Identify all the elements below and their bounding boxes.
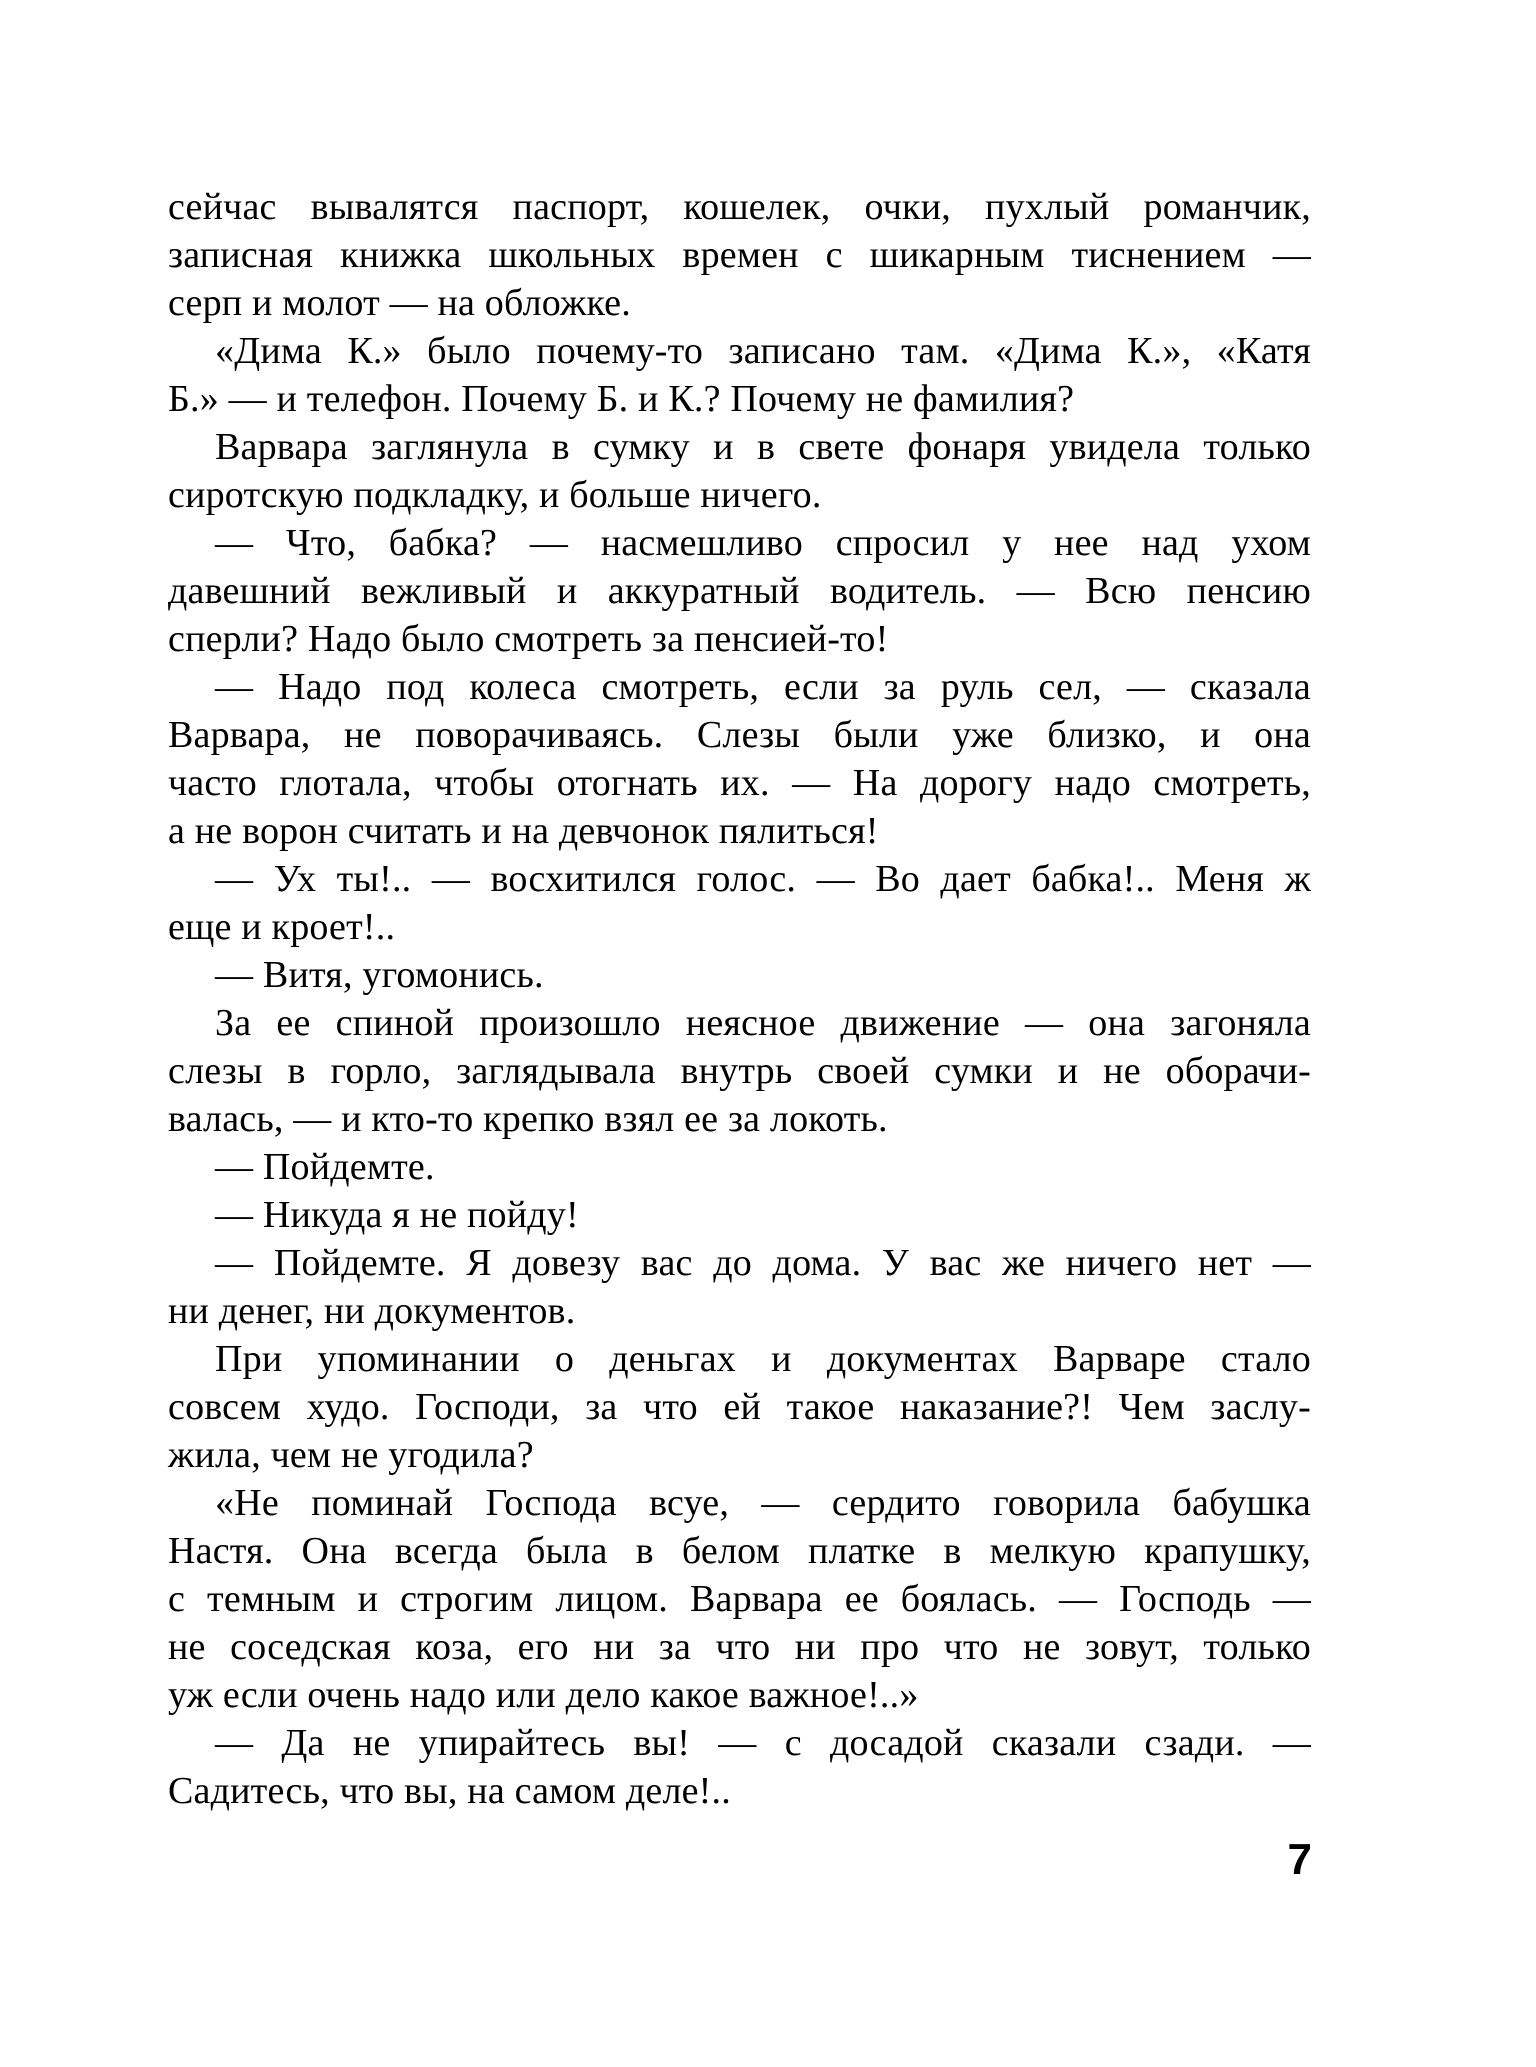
- text-line: сейчас вывалятся паспорт, кошелек, очки, пухлый романчик,: [168, 186, 1311, 228]
- paragraph: [168, 855, 1311, 951]
- text-line: уж если очень надо или дело какое важное!..»: [168, 1674, 919, 1716]
- paragraph: [168, 1719, 1311, 1815]
- paragraph: [168, 519, 1311, 663]
- text-line: Настя. Она всегда была в белом платке в мелкую крапушку,: [168, 1530, 1311, 1572]
- text-line: «Дима К.» было почему-то записано там. «Дима К.», «Катя: [215, 330, 1311, 372]
- text-line: — Ух ты!.. — восхитился голос. — Во дает бабка!.. Меня ж: [215, 858, 1311, 900]
- paragraph: [168, 663, 1311, 855]
- paragraph: [168, 999, 1311, 1143]
- text-line: — Что, бабка? — насмешливо спросил у нее над ухом: [215, 522, 1311, 564]
- paragraph: [168, 423, 1311, 519]
- text-line: жила, чем не угодила?: [168, 1434, 534, 1476]
- paragraph: [168, 327, 1311, 423]
- text-line: При упоминании о деньгах и документах Варваре стало: [215, 1338, 1311, 1380]
- text-line: — Пойдемте. Я довезу вас до дома. У вас же ничего нет —: [215, 1242, 1311, 1284]
- text-line: часто глотала, чтобы отогнать их. — На дорогу надо смотреть,: [168, 762, 1311, 804]
- text-line: валась, — и кто-то крепко взял ее за локоть.: [168, 1098, 888, 1140]
- paragraph: [168, 1335, 1311, 1479]
- text-line: еще и кроет!..: [168, 906, 396, 948]
- text-line: сперли? Надо было смотреть за пенсией-то!: [168, 618, 889, 660]
- text-line: — Да не упирайтесь вы! — с досадой сказали сзади. —: [215, 1722, 1311, 1764]
- text-line: а не ворон считать и на девчонок пялиться!: [168, 810, 879, 852]
- page-number: 7: [1287, 1835, 1312, 1884]
- text-line: записная книжка школьных времен с шикарным тиснением —: [168, 234, 1311, 276]
- text-line: «Не поминай Господа всуе, — сердито говорила бабушка: [215, 1482, 1311, 1524]
- text-line: — Никуда я не пойду!: [215, 1194, 579, 1236]
- paragraph: [168, 1143, 1311, 1191]
- text-line: Варвара заглянула в сумку и в свете фонаря увидела только: [215, 426, 1311, 468]
- paragraph: [168, 183, 1311, 327]
- text-line: — Надо под колеса смотреть, если за руль сел, — сказала: [215, 666, 1311, 708]
- text-line: сиротскую подкладку, и больше ничего.: [168, 474, 822, 516]
- paragraph: [168, 1239, 1311, 1335]
- text-line: Садитесь, что вы, на самом деле!..: [168, 1770, 731, 1812]
- text-line: Б.» — и телефон. Почему Б. и К.? Почему не фамилия?: [168, 378, 1075, 420]
- paragraph: [168, 1479, 1311, 1719]
- text-line: ни денег, ни документов.: [168, 1290, 576, 1332]
- text-line: совсем худо. Господи, за что ей такое наказание?! Чем заслу-: [168, 1386, 1311, 1428]
- paragraph: [168, 1191, 1311, 1239]
- paragraph: [168, 951, 1311, 999]
- text-line: давешний вежливый и аккуратный водитель. — Всю пенсию: [168, 570, 1311, 612]
- text-line: За ее спиной произошло неясное движение — она загоняла: [215, 1002, 1311, 1044]
- text-line: слезы в горло, заглядывала внутрь своей сумки и не оборачи-: [168, 1050, 1311, 1092]
- text-line: — Пойдемте.: [215, 1146, 435, 1188]
- text-line: с темным и строгим лицом. Варвара ее боялась. — Господь —: [168, 1578, 1311, 1620]
- page-text: [168, 183, 1311, 1815]
- text-line: серп и молот — на обложке.: [168, 282, 631, 324]
- text-line: не соседская коза, его ни за что ни про что не зовут, только: [168, 1626, 1311, 1668]
- text-line: Варвара, не поворачиваясь. Слезы были уже близко, и она: [168, 714, 1311, 756]
- text-line: — Витя, угомонись.: [215, 954, 544, 996]
